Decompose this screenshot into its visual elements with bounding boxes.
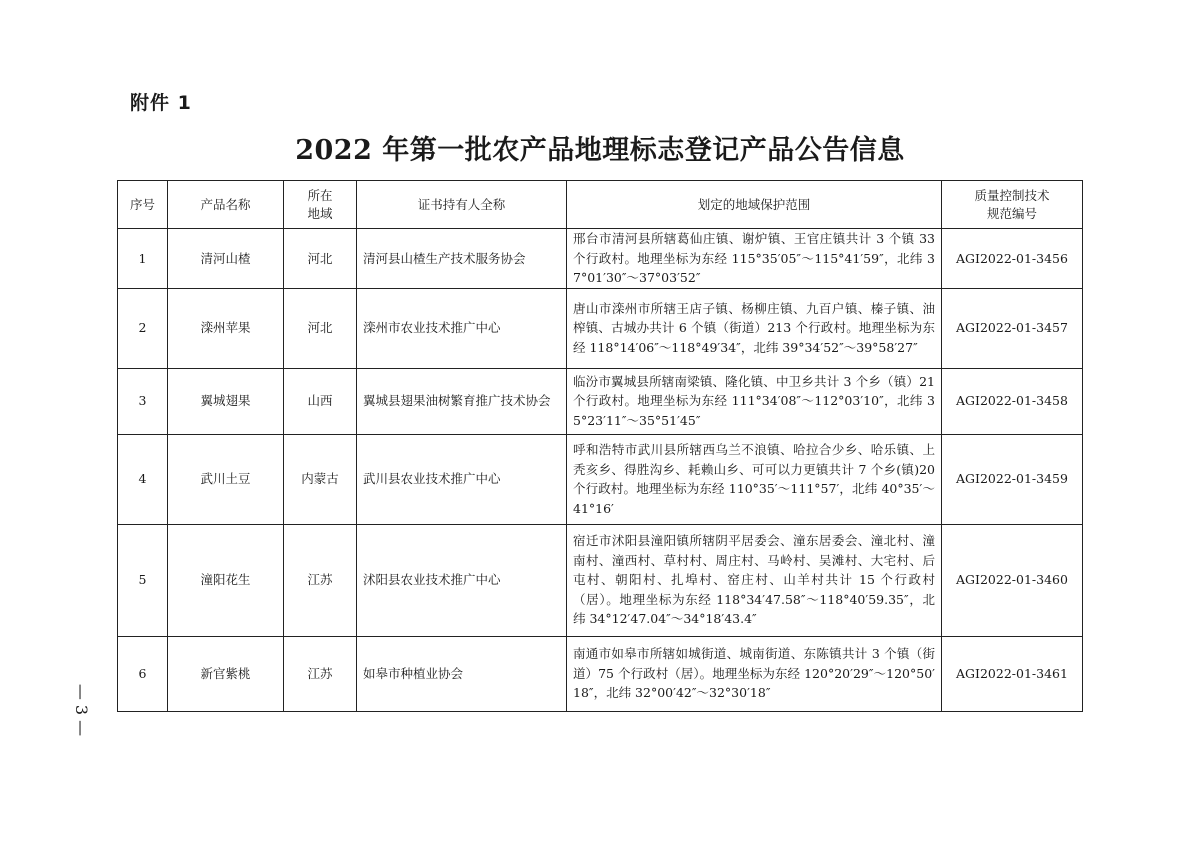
registration-table bbox=[117, 180, 1083, 712]
row-product-name: 翼城翅果 bbox=[168, 368, 284, 434]
row-product-name: 武川土豆 bbox=[168, 434, 284, 524]
table-row bbox=[118, 636, 1083, 711]
row-code: AGI2022-01-3456 bbox=[942, 229, 1083, 289]
row-holder: 沭阳县农业技术推广中心 bbox=[357, 524, 567, 636]
row-product-name: 清河山楂 bbox=[168, 229, 284, 289]
row-code: AGI2022-01-3459 bbox=[942, 434, 1083, 524]
row-code: AGI2022-01-3457 bbox=[942, 288, 1083, 368]
row-code: AGI2022-01-3460 bbox=[942, 524, 1083, 636]
row-scope: 唐山市滦州市所辖王店子镇、杨柳庄镇、九百户镇、榛子镇、油榨镇、古城办共计 6 个镇（街道）213 个行政村。地理坐标为东经 118°14′06″～118°49′34″，北纬 39°34′52″～39°58′27″ bbox=[567, 288, 942, 368]
row-no: 3 bbox=[118, 368, 168, 434]
row-region: 江苏 bbox=[284, 636, 357, 711]
header-region-line1: 所在 bbox=[307, 187, 333, 203]
row-no: 1 bbox=[118, 229, 168, 289]
header-scope: 划定的地域保护范围 bbox=[567, 181, 942, 229]
row-region: 山西 bbox=[284, 368, 357, 434]
row-region: 内蒙古 bbox=[284, 434, 357, 524]
header-code-line2: 规范编号 bbox=[986, 205, 1037, 221]
header-region-line2: 地域 bbox=[307, 205, 333, 221]
row-region: 河北 bbox=[284, 288, 357, 368]
row-scope: 呼和浩特市武川县所辖西乌兰不浪镇、哈拉合少乡、哈乐镇、上秃亥乡、得胜沟乡、耗赖山乡、可可以力更镇共计 7 个乡(镇)20 个行政村。地理坐标为东经 110°35′～111°57′，北纬 40°35′～41°16′ bbox=[567, 434, 942, 524]
row-product-name: 新官紫桃 bbox=[168, 636, 284, 711]
row-holder: 翼城县翅果油树繁育推广技术协会 bbox=[357, 368, 567, 434]
row-holder: 武川县农业技术推广中心 bbox=[357, 434, 567, 524]
row-no: 5 bbox=[118, 524, 168, 636]
row-no: 4 bbox=[118, 434, 168, 524]
row-scope: 临汾市翼城县所辖南梁镇、隆化镇、中卫乡共计 3 个乡（镇）21 个行政村。地理坐标为东经 111°34′08″～112°03′10″，北纬 35°23′11″～35°51′45″ bbox=[567, 368, 942, 434]
header-region bbox=[284, 181, 357, 229]
row-holder: 滦州市农业技术推广中心 bbox=[357, 288, 567, 368]
row-holder: 清河县山楂生产技术服务协会 bbox=[357, 229, 567, 289]
table-row bbox=[118, 524, 1083, 636]
row-region: 江苏 bbox=[284, 524, 357, 636]
table-row bbox=[118, 229, 1083, 289]
row-product-name: 潼阳花生 bbox=[168, 524, 284, 636]
row-no: 2 bbox=[118, 288, 168, 368]
page-number: — 3 — bbox=[72, 683, 92, 737]
row-product-name: 滦州苹果 bbox=[168, 288, 284, 368]
row-no: 6 bbox=[118, 636, 168, 711]
row-region: 河北 bbox=[284, 229, 357, 289]
header-product-name: 产品名称 bbox=[168, 181, 284, 229]
header-no: 序号 bbox=[118, 181, 168, 229]
table-row bbox=[118, 288, 1083, 368]
row-scope: 南通市如皋市所辖如城街道、城南街道、东陈镇共计 3 个镇（街道）75 个行政村（居）。地理坐标为东经 120°20′29″～120°50′18″，北纬 32°00′42″～32°30′18″ bbox=[567, 636, 942, 711]
document-title: 2022 年第一批农产品地理标志登记产品公告信息 bbox=[295, 135, 905, 166]
table-header-row bbox=[118, 181, 1083, 229]
header-code-line1: 质量控制技术 bbox=[974, 187, 1050, 203]
row-code: AGI2022-01-3461 bbox=[942, 636, 1083, 711]
row-holder: 如皋市种植业协会 bbox=[357, 636, 567, 711]
row-scope: 邢台市清河县所辖葛仙庄镇、谢炉镇、王官庄镇共计 3 个镇 33 个行政村。地理坐标为东经 115°35′05″～115°41′59″，北纬 37°01′30″～37°03′52″ bbox=[567, 229, 942, 289]
row-code: AGI2022-01-3458 bbox=[942, 368, 1083, 434]
row-scope: 宿迁市沭阳县潼阳镇所辖阴平居委会、潼东居委会、潼北村、潼南村、潼西村、草村村、周庄村、马岭村、吴滩村、大宅村、后屯村、朝阳村、扎埠村、窑庄村、山羊村共计 15 个行政村（居）。地理坐标为东经 118°34′47.58″～118°40′59.35″，北纬 34°12′47.04″～34°18′43.4″ bbox=[567, 524, 942, 636]
table-row bbox=[118, 434, 1083, 524]
table-row bbox=[118, 368, 1083, 434]
attachment-label: 附件 1 bbox=[130, 92, 192, 114]
header-code bbox=[942, 181, 1083, 229]
header-holder: 证书持有人全称 bbox=[357, 181, 567, 229]
